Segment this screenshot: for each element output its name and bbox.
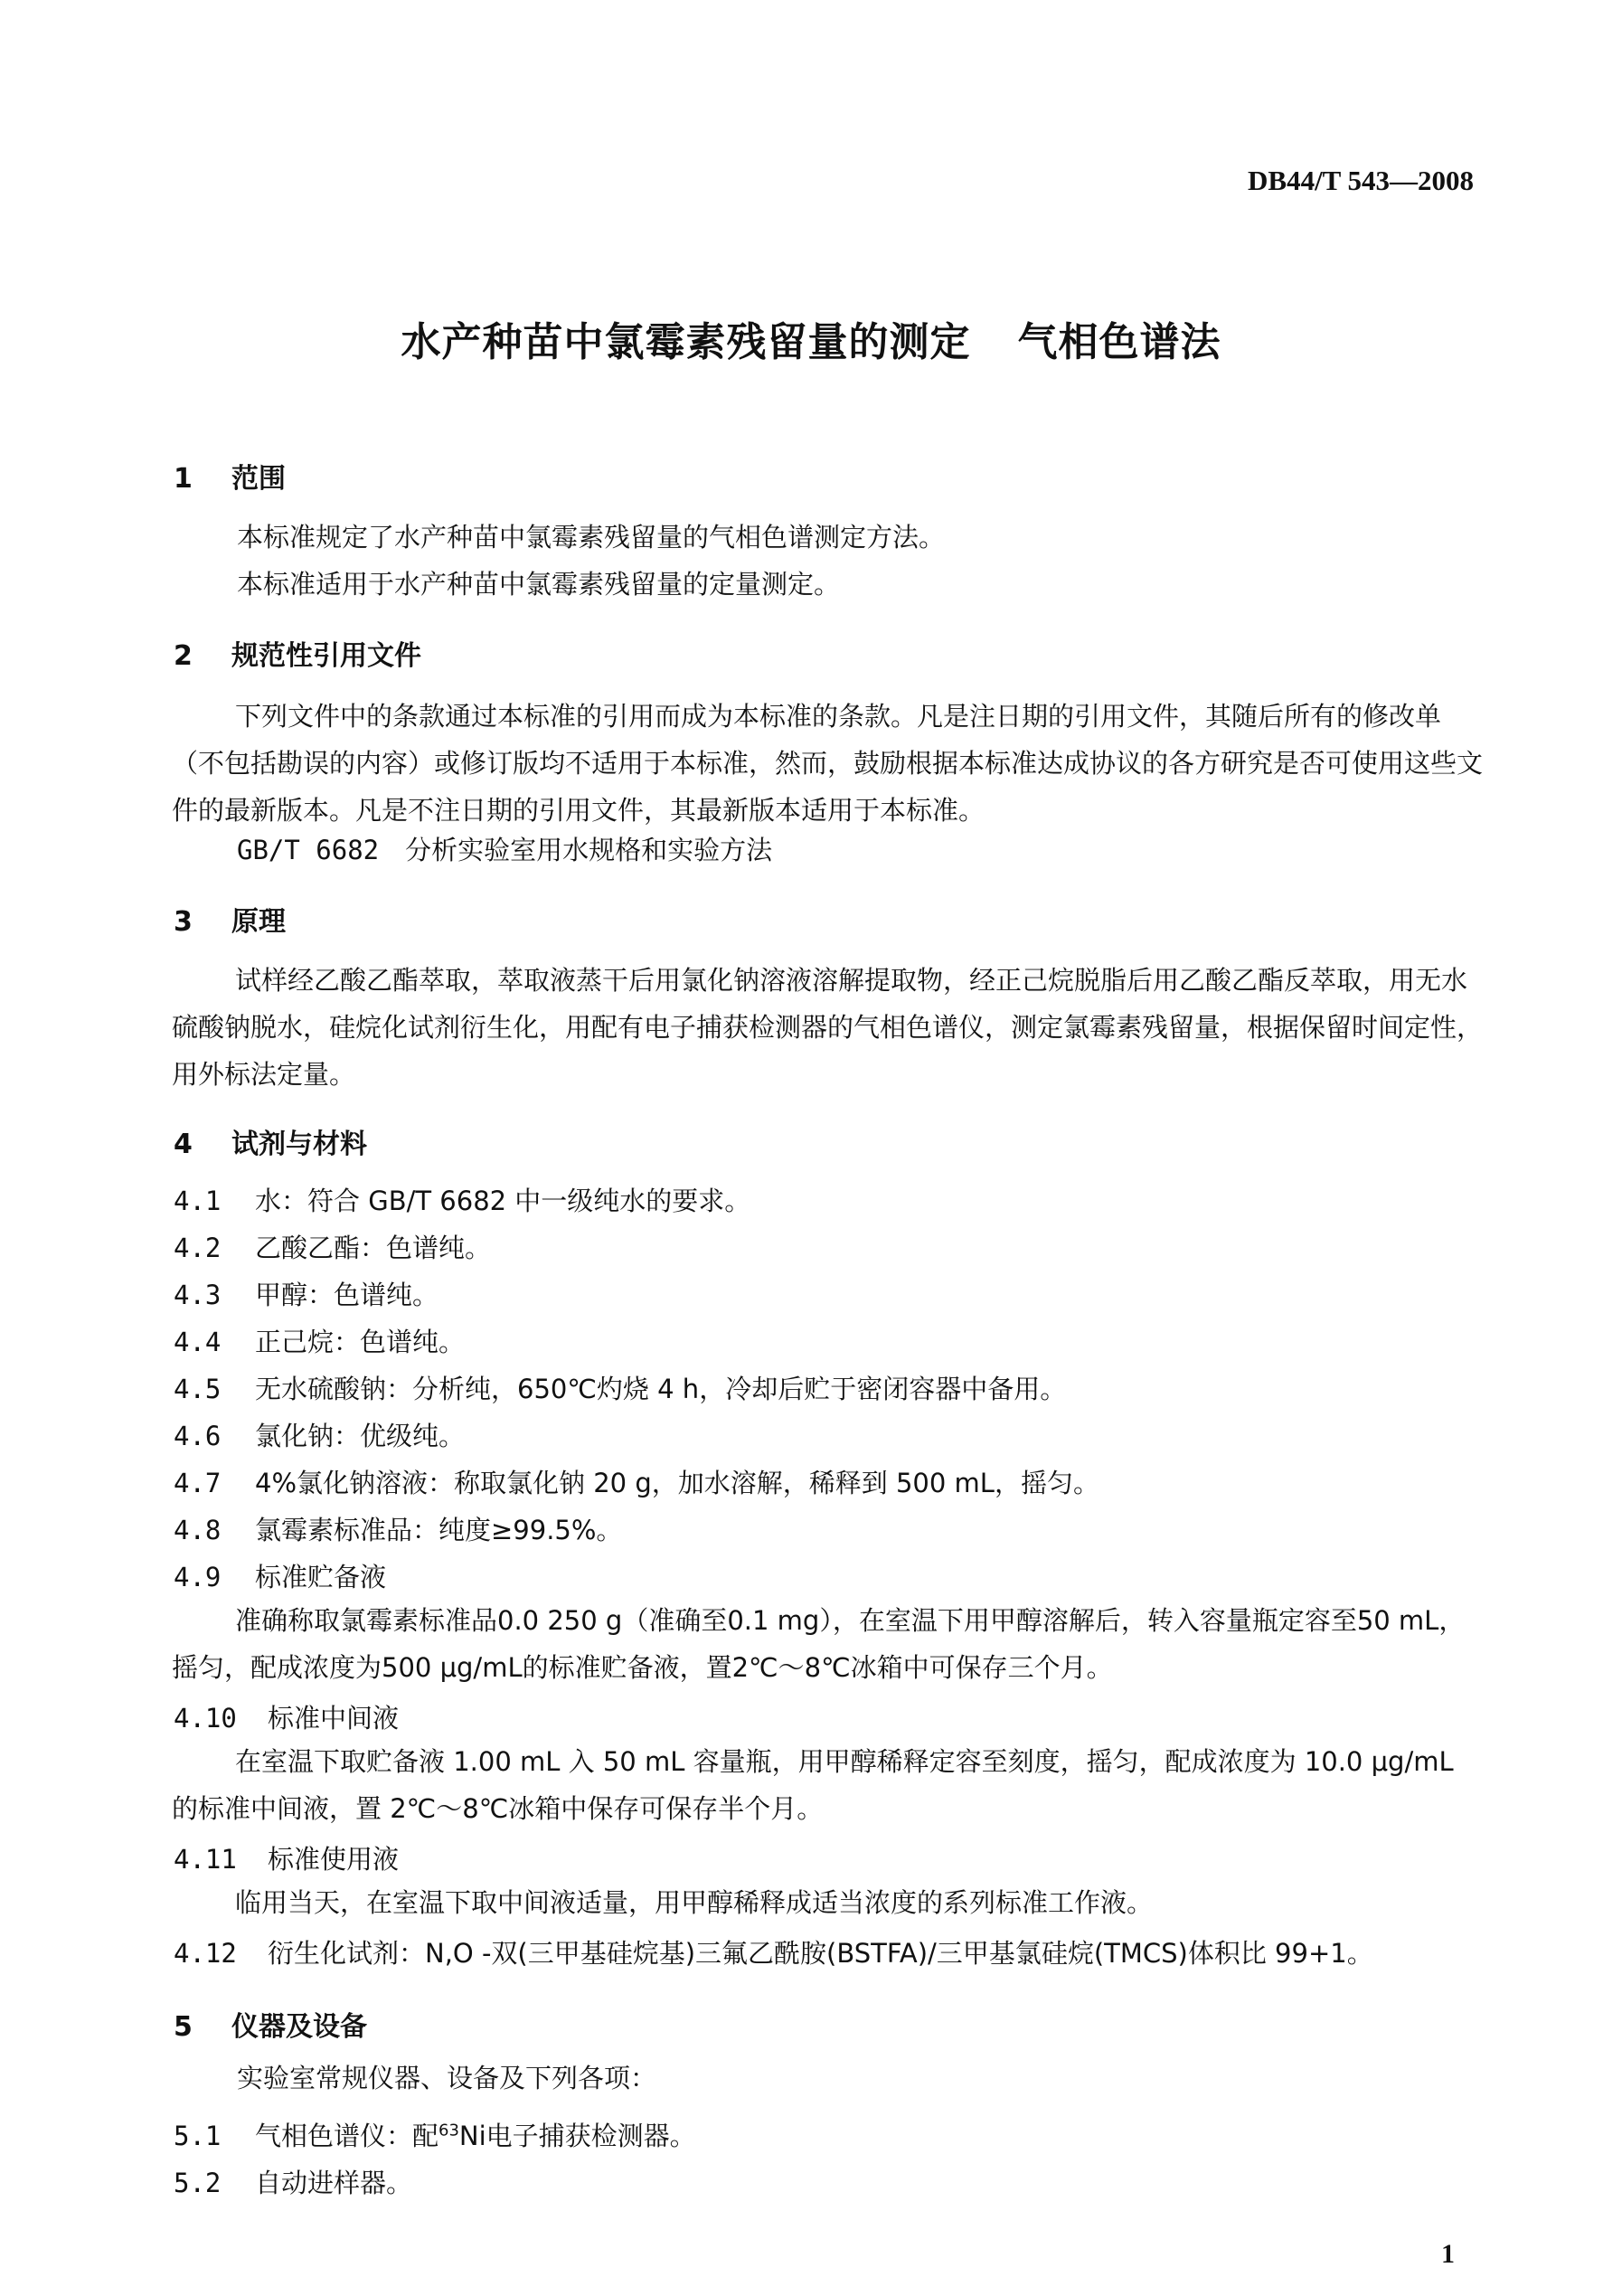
list-item: 4.8 氯霉素标准品：纯度≥99.5%。 — [174, 1515, 623, 1545]
paragraph — [172, 1597, 1487, 1691]
list-item: 5.1 气相色谱仪：配$^{63}$Ni电子捕获检测器。 — [174, 2121, 696, 2151]
list-item: 4.10 标准中间液 — [174, 1703, 400, 1734]
section-number: 4 — [174, 1129, 193, 1160]
section-heading-5 — [174, 2004, 367, 2044]
paragraph: 本标准适用于水产种苗中氯霉素残留量的定量测定。 — [237, 569, 841, 600]
paragraph-text: 在室温下取贮备液 1.00 mL 入 50 mL 容量瓶，用甲醇稀释定容至刻度，摇匀，配成浓度为 10.0 μg/mL 的标准中间液，置 2℃～8℃冰箱中保存可保存半个月。 — [172, 1746, 1454, 1824]
document-title — [0, 309, 1622, 367]
section-number: 5 — [174, 2011, 193, 2043]
section-number: 1 — [174, 463, 193, 495]
list-item: 4.2 乙酸乙酯：色谱纯。 — [174, 1233, 492, 1263]
section-title: 仪器及设备 — [231, 2011, 367, 2043]
section-number: 3 — [174, 906, 193, 938]
title-method: 气相色谱法 — [1017, 319, 1221, 365]
paragraph-text: 准确称取氯霉素标准品0.0 250 g（准确至0.1 mg），在室温下用甲醇溶解后，转入容量瓶定容至50 mL，摇匀，配成浓度为500 μg/mL的标准贮备液，置2℃～8℃冰箱中可保存三个月。 — [172, 1605, 1466, 1683]
section-number: 2 — [174, 640, 193, 672]
paragraph-text: 试样经乙酸乙酯萃取，萃取液蒸干后用氯化钠溶液溶解提取物，经正己烷脱脂后用乙酸乙酯反萃取，用无水硫酸钠脱水，硅烷化试剂衍生化，用配有电子捕获检测器的气相色谱仪，测定氯霉素残留量，根据保留时间定性，用外标法定量。 — [172, 965, 1484, 1090]
paragraph: 实验室常规仪器、设备及下列各项： — [237, 2063, 657, 2093]
section-title: 规范性引用文件 — [231, 640, 421, 672]
paragraph — [172, 1879, 1487, 1926]
section-title: 原理 — [231, 906, 286, 938]
section-heading-2 — [174, 633, 421, 673]
section-title: 范围 — [231, 463, 286, 495]
list-item: 4.7 4%氯化钠溶液：称取氯化钠 20 g，加水溶解，稀释到 500 mL，摇匀。 — [174, 1468, 1099, 1498]
section-heading-4 — [174, 1121, 367, 1161]
list-item: 4.1 水：符合 GB/T 6682 中一级纯水的要求。 — [174, 1186, 751, 1216]
list-item: 4.12 衍生化试剂：N,O -双(三甲基硅烷基)三氟乙酰胺(BSTFA)/三甲基氯硅烷(TMCS)体积比 99+1。 — [174, 1938, 1373, 1969]
list-item: 4.3 甲醇：色谱纯。 — [174, 1280, 439, 1310]
paragraph — [172, 1738, 1487, 1832]
section-title: 试剂与材料 — [231, 1129, 367, 1160]
section-heading-1 — [174, 456, 286, 496]
paragraph — [172, 957, 1487, 1098]
title-main: 水产种苗中氯霉素残留量的测定 — [401, 319, 971, 365]
page-number: 1 — [1441, 2239, 1455, 2269]
list-item: 4.5 无水硫酸钠：分析纯，650℃灼烧 4 h，冷却后贮于密闭容器中备用。 — [174, 1374, 1067, 1404]
paragraph-text: 临用当天，在室温下取中间液适量，用甲醇稀释成适当浓度的系列标准工作液。 — [235, 1887, 1154, 1918]
paragraph-text: 下列文件中的条款通过本标准的引用而成为本标准的条款。凡是注日期的引用文件，其随后所有的修改单（不包括勘误的内容）或修订版均不适用于本标准，然而，鼓励根据本标准达成协议的各方研究是否可使用这些文件的最新版本。凡是不注日期的引用文件，其最新版本适用于本标准。 — [172, 701, 1484, 826]
list-item: 4.9 标准贮备液 — [174, 1562, 387, 1592]
list-item: 4.6 氯化钠：优级纯。 — [174, 1421, 466, 1451]
paragraph: 本标准规定了水产种苗中氯霉素残留量的气相色谱测定方法。 — [237, 522, 946, 553]
list-item: 4.11 标准使用液 — [174, 1844, 400, 1875]
list-item: 4.4 正己烷：色谱纯。 — [174, 1327, 466, 1357]
normative-reference: GB/T 6682 分析实验室用水规格和实验方法 — [237, 835, 773, 865]
standard-code: DB44/T 543—2008 — [1248, 165, 1475, 196]
paragraph — [172, 693, 1487, 834]
section-heading-3 — [174, 899, 286, 939]
list-item: 5.2 自动进样器。 — [174, 2168, 413, 2198]
